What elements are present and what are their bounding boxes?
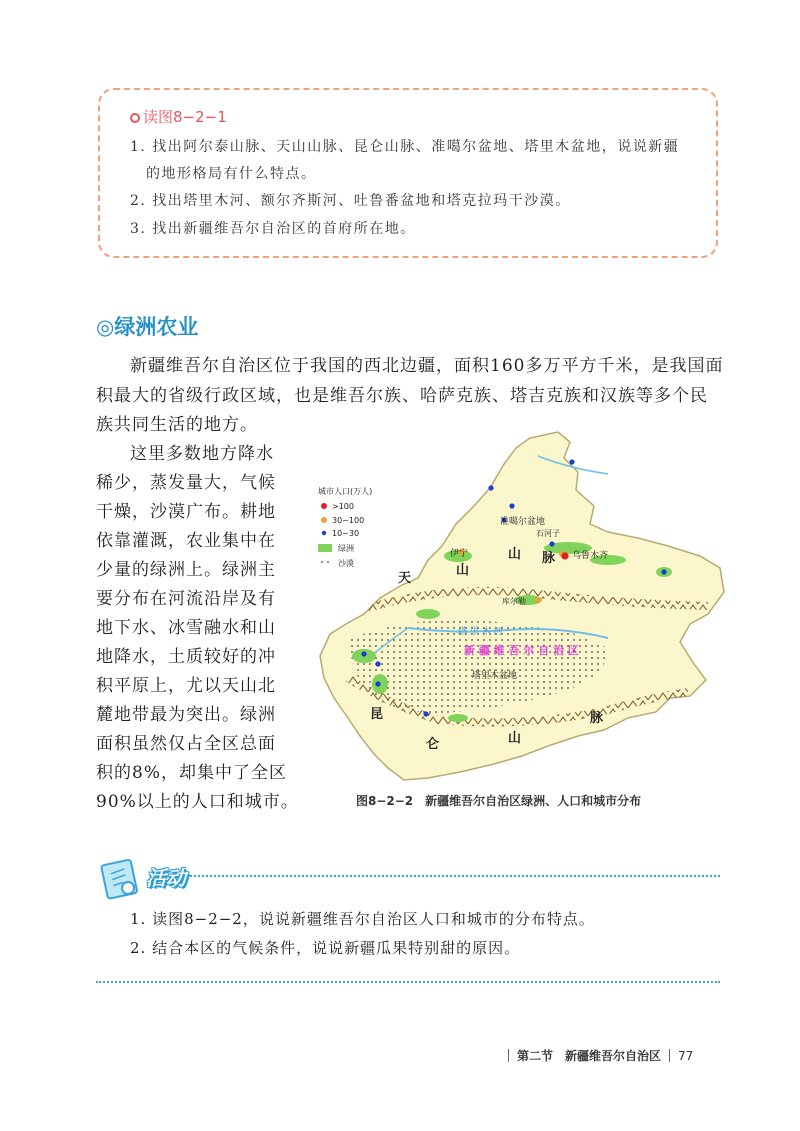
intro-line-2: 积最大的省级行政区域，也是维吾尔族、哈萨克族、塔吉克族和汉族等多个民 bbox=[96, 386, 708, 406]
intro-line-3: 族共同生活的地方。 bbox=[96, 415, 258, 435]
label-korla: 库尔勒 bbox=[502, 597, 526, 606]
reading-question-3: 3. 找出新疆维吾尔自治区的首府所在地。 bbox=[130, 221, 416, 237]
legend-label: 10~30 bbox=[332, 529, 360, 538]
side-text-line: 90%以上的人口和城市。 bbox=[96, 792, 299, 812]
side-text-line: 依靠灌溉，农业集中在 bbox=[96, 531, 276, 551]
activity-icon bbox=[98, 856, 142, 900]
label-mai: 脉 bbox=[542, 551, 556, 566]
label-mai: 脉 bbox=[590, 711, 604, 726]
label-tarim-river: 塔 里 木 河 bbox=[458, 627, 503, 637]
footer-section: 第二节 新疆维吾尔自治区 bbox=[517, 1049, 662, 1063]
reading-question-1-cont: 的地形格局有什么特点。 bbox=[146, 166, 317, 182]
side-text-line: 地下水、冰雪融水和山 bbox=[96, 618, 276, 638]
legend-marker bbox=[321, 503, 327, 509]
legend-label: >100 bbox=[332, 502, 354, 511]
label-lun: 仑 bbox=[426, 737, 440, 752]
footer-separator bbox=[669, 1049, 670, 1062]
intro-line-1: 新疆维吾尔自治区位于我国的西北边疆，面积160多万平方千米，是我国面 bbox=[130, 356, 724, 376]
label-shan: 山 bbox=[456, 563, 470, 578]
label-region: 新 疆 维 吾 尔 自 治 区 bbox=[464, 644, 579, 657]
legend-marker bbox=[321, 517, 327, 523]
side-text-line: 要分布在河流沿岸及有 bbox=[96, 589, 276, 609]
activity-title: 活动 bbox=[146, 866, 186, 890]
activity-item-2: 2. 结合本区的气候条件，说说新疆瓜果特别甜的原因。 bbox=[130, 939, 521, 957]
label-kun: 昆 bbox=[370, 707, 384, 722]
legend-marker bbox=[318, 544, 332, 552]
reading-question-2: 2. 找出塔里木河、额尔齐斯河、吐鲁番盆地和塔克拉玛干沙漠。 bbox=[130, 193, 571, 209]
activity-item-1: 1. 读图8−2−2，说说新疆维吾尔自治区人口和城市的分布特点。 bbox=[130, 910, 595, 928]
footer-separator bbox=[508, 1049, 509, 1062]
legend-title: 城市人口(万人) bbox=[318, 487, 373, 496]
reading-title bbox=[130, 106, 227, 127]
label-tian: 天 bbox=[398, 571, 412, 586]
side-text-line: 麓地带最为突出。绿洲 bbox=[96, 705, 276, 725]
map-legend bbox=[318, 486, 372, 568]
bottom-divider bbox=[96, 981, 720, 983]
page-number: 77 bbox=[678, 1049, 694, 1063]
label-urumqi: 乌鲁木齐 bbox=[572, 551, 609, 561]
side-text-line: 地降水，土质较好的冲 bbox=[96, 647, 276, 667]
label-yining: 伊宁 bbox=[450, 549, 469, 559]
activity-divider bbox=[190, 875, 720, 877]
label-shihezi: 石河子 bbox=[536, 529, 560, 538]
side-text-line: 干燥，沙漠广布。耕地 bbox=[96, 502, 276, 522]
legend-label: 30~100 bbox=[332, 516, 365, 525]
reading-title-text: 读图8−2−1 bbox=[143, 108, 227, 126]
legend-marker bbox=[318, 559, 332, 567]
map-svg bbox=[308, 428, 728, 788]
legend-marker bbox=[322, 531, 326, 535]
reading-question-1: 1. 找出阿尔泰山脉、天山山脉、昆仑山脉、准噶尔盆地、塔里木盆地，说说新疆 bbox=[130, 139, 680, 155]
side-text-line: 少量的绿洲上。绿洲主 bbox=[96, 560, 276, 580]
legend-label: 绿洲 bbox=[338, 544, 354, 553]
side-text-line: 稀少，蒸发量大，气候 bbox=[96, 473, 276, 493]
side-text-line: 积的8%，却集中了全区 bbox=[96, 763, 287, 783]
xinjiang-map bbox=[308, 428, 728, 788]
side-text-line: 这里多数地方降水 bbox=[130, 444, 274, 464]
map-caption: 图8−2−2 新疆维吾尔自治区绿洲、人口和城市分布 bbox=[356, 794, 642, 808]
side-text-line: 面积虽然仅占全区总面 bbox=[96, 734, 276, 754]
legend-label: 沙漠 bbox=[338, 559, 354, 568]
section-title: ◎绿洲农业 bbox=[96, 315, 199, 339]
page-footer bbox=[500, 1047, 693, 1064]
side-text-line: 积平原上，尤以天山北 bbox=[96, 676, 276, 696]
label-shan: 山 bbox=[508, 547, 522, 562]
label-tarim-basin: 塔里木盆地 bbox=[472, 671, 518, 681]
circle-bullet-icon bbox=[130, 113, 140, 123]
label-shan: 山 bbox=[508, 731, 522, 746]
label-junggar: 准噶尔盆地 bbox=[500, 517, 546, 527]
